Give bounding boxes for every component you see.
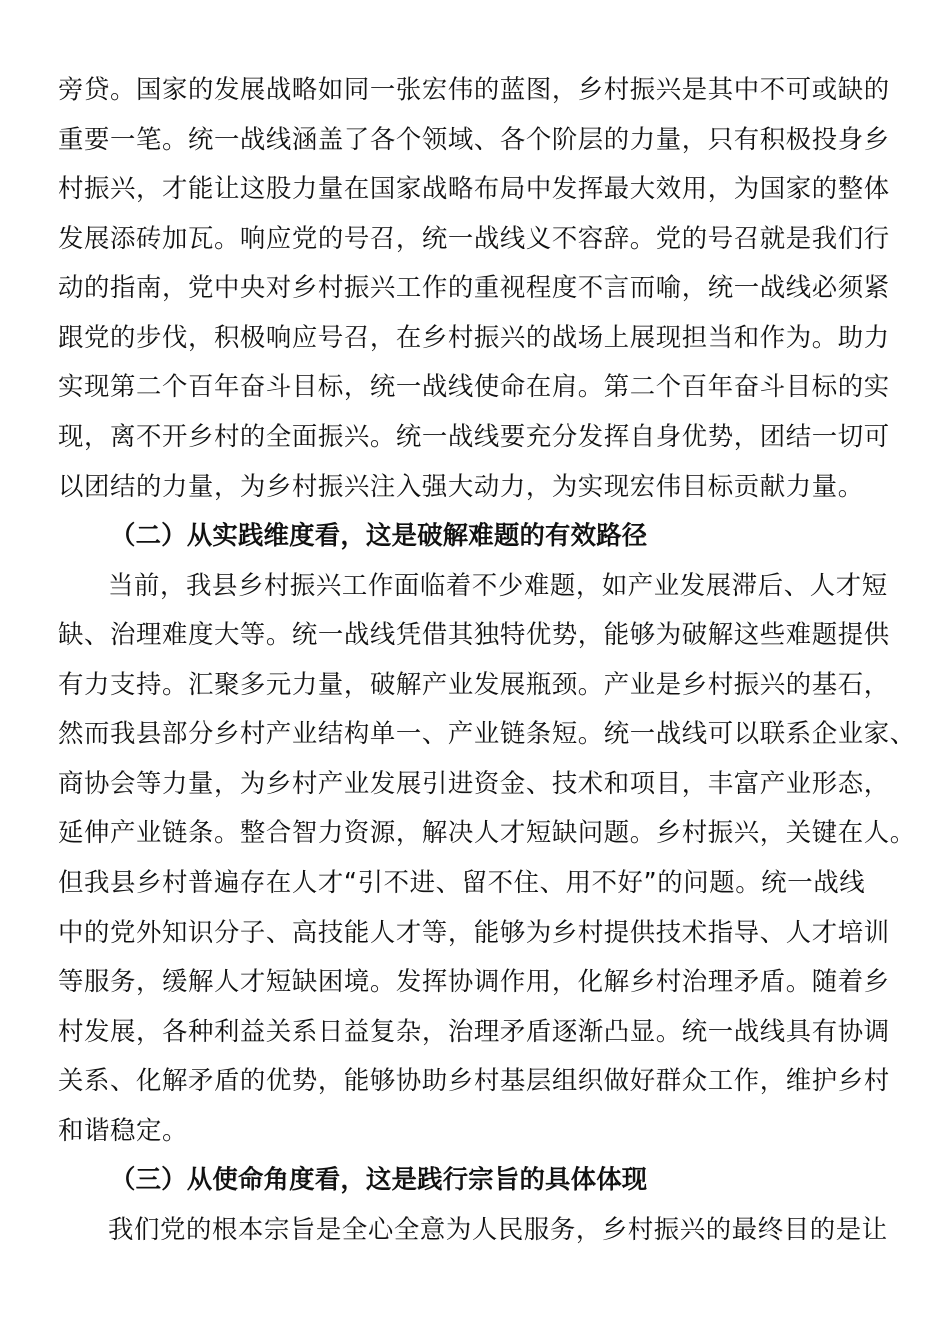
paragraph-line: 动的指南，党中央对乡村振兴工作的重视程度不言而喻，统一战线必须紧 <box>58 272 890 302</box>
paragraph-line: 我们党的根本宗旨是全心全意为人民服务，乡村振兴的最终目的是让 <box>108 1214 888 1244</box>
paragraph-line: 等服务，缓解人才短缺困境。发挥协调作用，化解乡村治理矛盾。随着乡 <box>58 966 890 996</box>
paragraph-line: 村发展，各种利益关系日益复杂，治理矛盾逐渐凸显。统一战线具有协调 <box>58 1016 890 1046</box>
paragraph-line: 村振兴，才能让这股力量在国家战略布局中发挥最大效用，为国家的整体 <box>58 173 890 203</box>
section-heading: （三）从使命角度看，这是践行宗旨的具体体现 <box>110 1164 648 1194</box>
paragraph-line: 现，离不开乡村的全面振兴。统一战线要充分发挥自身优势，团结一切可 <box>58 421 890 451</box>
paragraph-line: 然而我县部分乡村产业结构单一、产业链条短。统一战线可以联系企业家、 <box>58 718 916 748</box>
paragraph-line: 有力支持。汇聚多元力量，破解产业发展瓶颈。产业是乡村振兴的基石， <box>58 669 890 699</box>
paragraph-line: 商协会等力量，为乡村产业发展引进资金、技术和项目，丰富产业形态， <box>58 768 890 798</box>
paragraph-line: 实现第二个百年奋斗目标，统一战线使命在肩。第二个百年奋斗目标的实 <box>58 371 890 401</box>
section-heading: （二）从实践维度看，这是破解难题的有效路径 <box>110 520 648 550</box>
paragraph-line: 当前，我县乡村振兴工作面临着不少难题，如产业发展滞后、人才短 <box>108 570 888 600</box>
paragraph-line: 以团结的力量，为乡村振兴注入强大动力，为实现宏伟目标贡献力量。 <box>58 471 864 501</box>
paragraph-line: 发展添砖加瓦。响应党的号召，统一战线义不容辞。党的号召就是我们行 <box>58 223 890 253</box>
paragraph-line: 延伸产业链条。整合智力资源，解决人才短缺问题。乡村振兴，关键在人。 <box>58 817 916 847</box>
paragraph-line: 重要一笔。统一战线涵盖了各个领域、各个阶层的力量，只有积极投身乡 <box>58 124 890 154</box>
paragraph-line: 跟党的步伐，积极响应号召，在乡村振兴的战场上展现担当和作为。助力 <box>58 322 890 352</box>
paragraph-line: 关系、化解矛盾的优势，能够协助乡村基层组织做好群众工作，维护乡村 <box>58 1065 890 1095</box>
paragraph-line: 中的党外知识分子、高技能人才等，能够为乡村提供技术指导、人才培训 <box>58 917 890 947</box>
paragraph-line: 但我县乡村普遍存在人才“引不进、留不住、用不好”的问题。统一战线 <box>58 867 866 897</box>
paragraph-line: 和谐稳定。 <box>58 1115 188 1145</box>
paragraph-line: 缺、治理难度大等。统一战线凭借其独特优势，能够为破解这些难题提供 <box>58 619 890 649</box>
paragraph-line: 旁贷。国家的发展战略如同一张宏伟的蓝图，乡村振兴是其中不可或缺的 <box>58 74 890 104</box>
